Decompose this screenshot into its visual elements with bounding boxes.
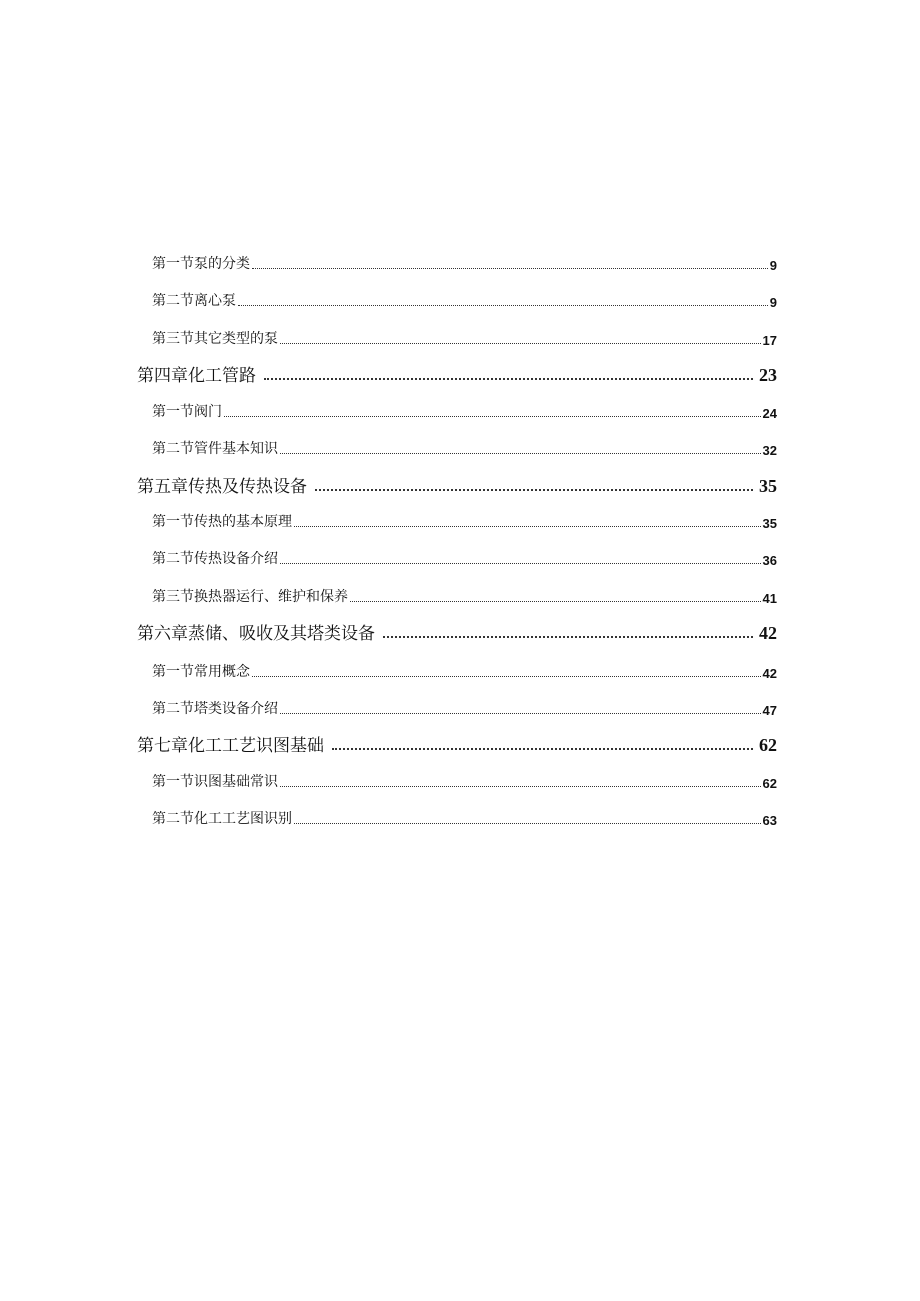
toc-entry[interactable] [152, 698, 777, 718]
toc-entry-page: 47 [762, 703, 777, 718]
dot-leader [332, 748, 753, 750]
toc-entry-page: 32 [762, 443, 777, 458]
toc-entry-title: 第二节离心泵 [152, 292, 236, 308]
toc-entry-page: 62 [762, 776, 777, 791]
toc-chapter-title: 第四章化工管路 [137, 366, 256, 386]
toc-entry[interactable] [152, 328, 777, 348]
toc-entry-title: 第二节管件基本知识 [152, 440, 278, 456]
dot-leader [224, 416, 761, 417]
toc-chapter-entry[interactable] [137, 473, 777, 497]
toc-entry-page: 35 [762, 516, 777, 531]
toc-entry-page: 9 [769, 258, 777, 273]
toc-entry[interactable] [152, 438, 777, 458]
dot-leader [252, 268, 768, 269]
toc-entry-title: 第一节识图基础常识 [152, 773, 278, 789]
toc-entry-page: 24 [762, 406, 777, 421]
toc-chapter-entry[interactable] [137, 620, 777, 644]
dot-leader [280, 563, 761, 564]
dot-leader [350, 601, 761, 602]
toc-entry[interactable] [152, 586, 777, 606]
toc-entry[interactable] [152, 808, 777, 828]
dot-leader [315, 489, 753, 491]
toc-chapter-page: 62 [759, 735, 777, 755]
dot-leader [280, 343, 761, 344]
toc-entry-page: 42 [762, 666, 777, 681]
toc-entry-page: 63 [762, 813, 777, 828]
toc-entry-title: 第一节泵的分类 [152, 255, 250, 271]
toc-entry-page: 36 [762, 553, 777, 568]
dot-leader [280, 786, 761, 787]
toc-entry-title: 第一节传热的基本原理 [152, 513, 292, 529]
toc-entry-title: 第二节化工工艺图识别 [152, 810, 292, 826]
toc-chapter-entry[interactable] [137, 362, 777, 386]
toc-entry-title: 第三节换热器运行、维护和保养 [152, 588, 348, 604]
dot-leader [238, 305, 768, 306]
toc-chapter-title: 第五章传热及传热设备 [137, 477, 307, 497]
toc-entry-title: 第二节塔类设备介绍 [152, 700, 278, 716]
toc-entry-title: 第一节阀门 [152, 403, 222, 419]
toc-chapter-page: 23 [759, 365, 777, 385]
toc-chapter-title: 第六章蒸储、吸收及其塔类设备 [137, 624, 375, 644]
toc-chapter-page: 35 [759, 476, 777, 496]
dot-leader [294, 526, 761, 527]
toc-entry[interactable] [152, 548, 777, 568]
toc-chapter-title: 第七章化工工艺识图基础 [137, 736, 324, 756]
toc-entry[interactable] [152, 253, 777, 273]
dot-leader [264, 378, 753, 380]
toc-entry-title: 第三节其它类型的泵 [152, 330, 278, 346]
toc-chapter-entry[interactable] [137, 732, 777, 756]
toc-entry-page: 17 [762, 333, 777, 348]
toc-entry[interactable] [152, 511, 777, 531]
dot-leader [383, 636, 753, 638]
toc-entry[interactable] [152, 661, 777, 681]
toc-entry[interactable] [152, 771, 777, 791]
toc-entry[interactable] [152, 290, 777, 310]
dot-leader [280, 713, 761, 714]
toc-entry-page: 41 [762, 591, 777, 606]
toc-entry-page: 9 [769, 295, 777, 310]
toc-entry-title: 第一节常用概念 [152, 663, 250, 679]
toc-entry[interactable] [152, 401, 777, 421]
toc-entry-title: 第二节传热设备介绍 [152, 550, 278, 566]
toc-chapter-page: 42 [759, 623, 777, 643]
dot-leader [280, 453, 761, 454]
dot-leader [252, 676, 761, 677]
dot-leader [294, 823, 761, 824]
